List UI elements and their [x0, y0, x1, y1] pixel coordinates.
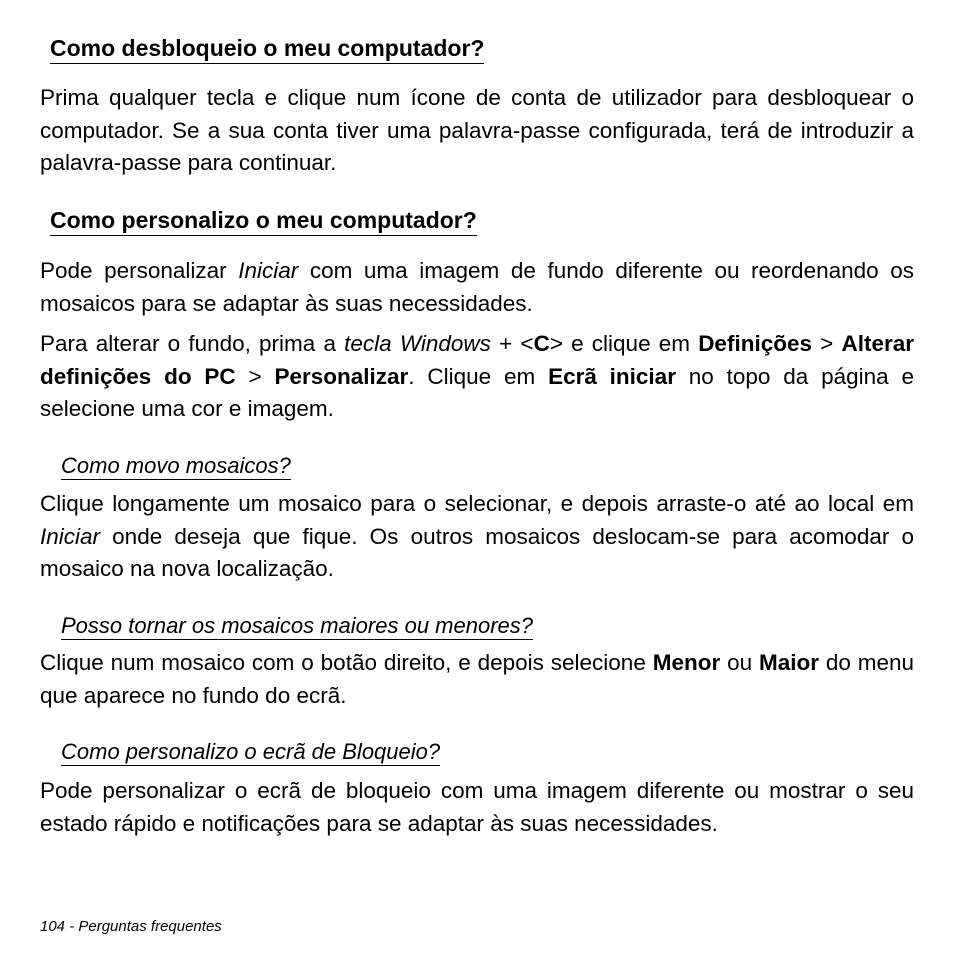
page-footer: 104 - Perguntas frequentes — [40, 918, 222, 935]
subheading-move-tiles: Como movo mosaicos? — [61, 453, 291, 478]
heading-personalize-computer: Como personalizo o meu computador? — [50, 206, 477, 236]
paragraph-resize-tiles: Clique num mosaico com o botão direito, e depois selecione Menor ou Maior do menu que aparece no fundo do ecrã. — [40, 650, 915, 708]
subheading-lock-screen: Como personalizo o ecrã de Bloqueio? — [61, 739, 441, 764]
heading-unlock-computer: Como desbloqueio o meu computador? — [50, 34, 484, 64]
paragraph-lock-screen: Pode personalizar o ecrã de bloqueio com uma imagem diferente ou mostrar o seu estado rápido e notificações para se adaptar às suas necessidades. — [40, 778, 914, 836]
subheading-resize-tiles: Posso tornar os mosaicos maiores ou menores? — [61, 613, 533, 638]
paragraph-move-tiles: Clique longamente um mosaico para o selecionar, e depois arraste-o até ao local em Iniciar onde deseja que fique. Os outros mosaicos deslocam-se para acomodar o mosaico na nova localização. — [40, 491, 914, 581]
paragraph-change-background: Para alterar o fundo, prima a tecla Windows + <C> e clique em Definições > Alterar definições do PC > Personalizar. Clique em Ecrã iniciar no topo da página e selecione uma cor e imagem. — [40, 331, 915, 421]
paragraph-personalize-start: Pode personalizar Iniciar com uma imagem de fundo diferente ou reordenando os mosaicos para se adaptar às suas necessidades. — [40, 258, 914, 316]
paragraph-unlock: Prima qualquer tecla e clique num ícone de conta de utilizador para desbloquear o computador. Se a sua conta tiver uma palavra-passe configurada, terá de introduzir a palavra-passe para continuar. — [40, 85, 914, 175]
